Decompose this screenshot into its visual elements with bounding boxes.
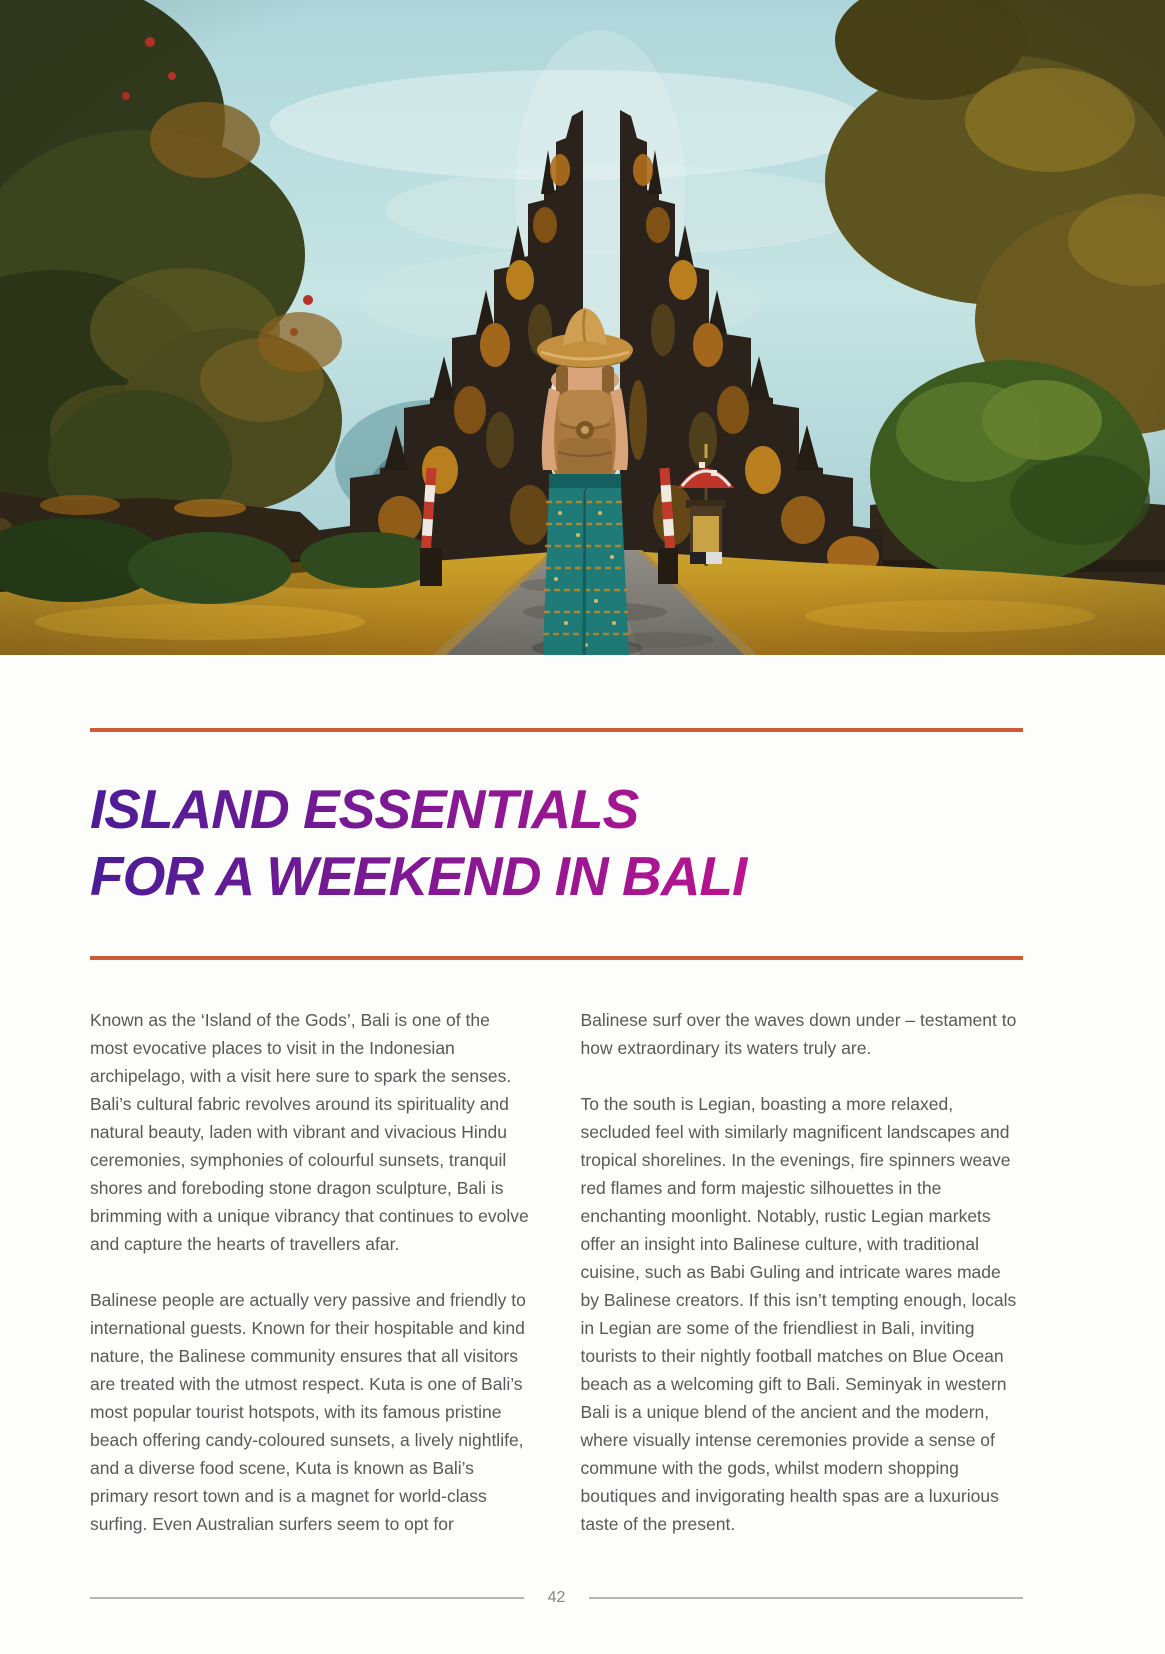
paragraph: Known as the ‘Island of the Gods’, Bali is one of the most evocative places to visit in the Indonesian archipelago, with a visit here sure to spark the senses. Bali’s cultural fabric revolves around its spirituality and natural beauty, laden with vibrant and vivacious Hindu ceremonies, symphonies of colourful sunsets, tranquil shores and foreboding stone dragon sculpture, Bali is brimming with a unique vibrancy that continues to evolve and capture the hearts of travellers afar. — [90, 1010, 529, 1254]
footer-rule-left — [90, 1597, 524, 1599]
page-title-line2: FOR A WEEKEND IN BALI — [90, 845, 747, 907]
bottom-accent-rule — [90, 956, 1023, 960]
top-accent-rule — [90, 728, 1023, 732]
body-columns — [90, 1006, 1023, 1566]
page-number: 42 — [547, 1589, 566, 1606]
paragraph: Balinese people are actually very passive and friendly to international guests. Known for their hospitable and kind nature, the Balinese community ensures that all visitors are treated with the utmost respect. Kuta is one of Bali’s most popular tourist hotspots, with its famous pristine beach offering candy-coloured sunsets, a lively nightlife, and a diverse food scene, Kuta is known as Bali’s primary resort town and is a magnet for world-class surfing. Even Australian surfers seem to opt for — [90, 1290, 526, 1534]
page-footer — [0, 1590, 1165, 1606]
page-title-line1: ISLAND ESSENTIALS — [90, 778, 639, 840]
hero-image — [0, 0, 1165, 655]
left-column — [90, 1006, 533, 1566]
paragraph: Balinese surf over the waves down under – testament to how extraordinary its waters truly are. — [580, 1010, 1017, 1058]
right-column — [581, 1006, 1024, 1566]
paragraph: To the south is Legian, boasting a more relaxed, secluded feel with similarly magnificent landscapes and tropical shorelines. In the evenings, fire spinners weave red flames and form majestic silhouettes in the enchanting moonlight. Notably, rustic Legian markets offer an insight into Balinese culture, with traditional cuisine, such as Babi Guling and intricate wares made by Balinese creators. If this isn’t tempting enough, locals in Legian are some of the friendliest in Bali, inviting tourists to their nightly football matches on Blue Ocean beach as a welcoming gift to Bali. Seminyak in western Bali is a unique blend of the ancient and the modern, where visually intense ceremonies provide a sense of commune with the gods, whilst modern shopping boutiques and invigorating health spas are a luxurious taste of the present. — [580, 1094, 1017, 1534]
bali-gate-illustration — [0, 0, 1165, 655]
page-title — [90, 776, 1023, 910]
footer-rule-right — [589, 1597, 1023, 1599]
article — [0, 655, 1165, 1590]
